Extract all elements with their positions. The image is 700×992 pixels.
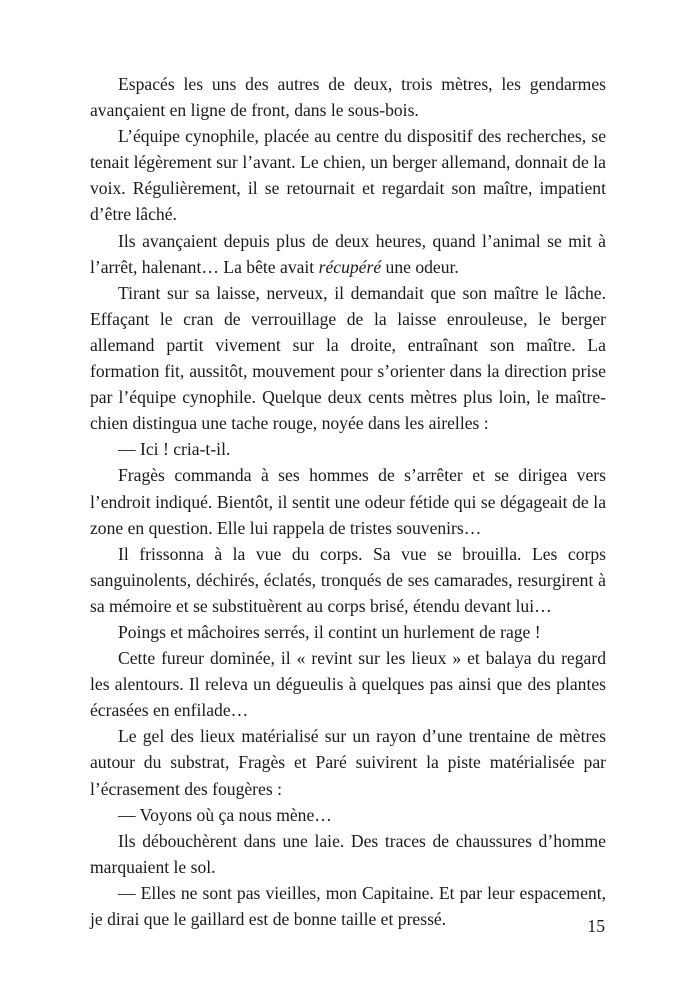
emphasized-word: récupéré xyxy=(318,256,382,277)
paragraph-3-start: Ils avançaient depuis plus de deux heures, quand l’animal se mit à l’arrêt, halenant… La bête avait xyxy=(90,230,606,277)
paragraph-1: Espacés les uns des autres de deux, trois mètres, les gendarmes avançaient en ligne de front, dans le sous-bois. xyxy=(90,74,606,121)
paragraph-8: Poings et mâchoires serrés, il contint un hurlement de rage ! xyxy=(118,621,541,642)
paragraph-4: Tirant sur sa laisse, nerveux, il demandait que son maître le lâche. Effaçant le cran de verrouillage de la laisse enrouleuse, le berger allemand partit vivement sur la droite, entraînant son maître. La formation fit, aussitôt, mouvement pour s’orienter dans la direction prise par l’équipe cynophile. Quelque deux cents mètres plus loin, le maître-chien distingua une tache rouge, noyée dans les airelles : xyxy=(90,282,606,434)
paragraph-5: — Ici ! cria-t-il. xyxy=(118,439,231,460)
book-page xyxy=(90,71,606,932)
paragraph-3 xyxy=(90,228,606,280)
paragraph-3-end: une odeur. xyxy=(381,256,459,277)
page-number: 15 xyxy=(587,916,605,936)
paragraph-10: Le gel des lieux matérialisé sur un rayon d’une trentaine de mètres autour du substrat, Fragès et Paré suivirent la piste matérialisée par l’écrasement des fougères : xyxy=(90,726,606,799)
paragraph-6: Fragès commanda à ses hommes de s’arrêter et se dirigea vers l’endroit indiqué. Bientôt, il sentit une odeur fétide qui se dégageait de la zone en question. Elle lui rappela de tristes souvenirs… xyxy=(90,465,606,538)
paragraph-9: Cette fureur dominée, il « revint sur les lieux » et balaya du regard les alentours. Il releva un dégueulis à quelques pas ainsi que des plantes écrasées en enfilade… xyxy=(90,648,606,721)
paragraph-13: — Elles ne sont pas vieilles, mon Capitaine. Et par leur espacement, je dirai que le gaillard est de bonne taille et pressé. xyxy=(90,882,606,929)
paragraph-12: Ils débouchèrent dans une laie. Des traces de chaussures d’homme marquaient le sol. xyxy=(90,830,606,877)
paragraph-11: — Voyons où ça nous mène… xyxy=(118,804,332,825)
paragraph-7: Il frissonna à la vue du corps. Sa vue se brouilla. Les corps sanguinolents, déchirés, éclatés, tronqués de ses camarades, resurgirent à sa mémoire et se substituèrent au corps brisé, étendu devant lui… xyxy=(90,543,606,616)
paragraph-2: L’équipe cynophile, placée au centre du dispositif des recherches, se tenait légèrement sur l’avant. Le chien, un berger allemand, donnait de la voix. Régulièrement, il se retournait et regardait son maître, impatient d’être lâché. xyxy=(90,126,606,225)
